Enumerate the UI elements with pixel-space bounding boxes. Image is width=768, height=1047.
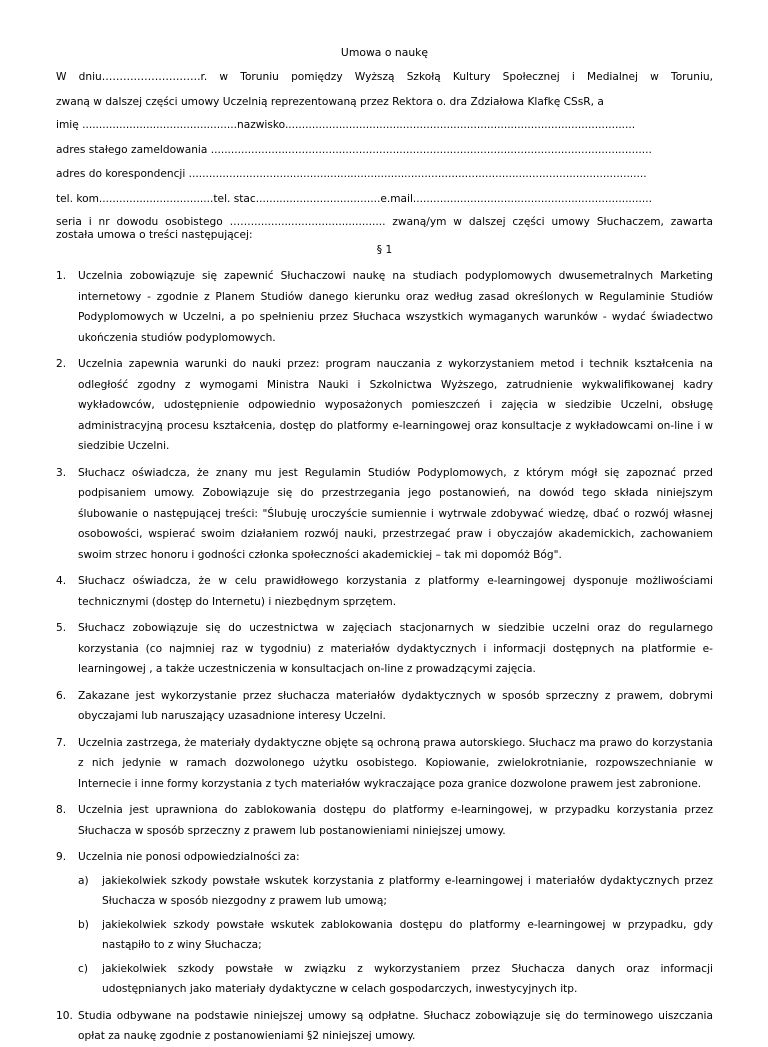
clause-item-5 [56, 618, 713, 680]
clause-item-9 [56, 847, 713, 1000]
clause-text: Słuchacz oświadcza, że w celu prawidłowego korzystania z platformy e-learningowej dysponuje możliwościami technicznymi (dostęp do Internetu) i niezbędnym sprzętem. [78, 575, 713, 608]
clause-text: Uczelnia nie ponosi odpowiedzialności za: [78, 851, 300, 863]
clause-text: Uczelnia jest uprawniona do zablokowania dostępu do platformy e-learningowej, w przypadku korzystania przez Słuchacza w sposób sprzeczny z prawem lub postanowieniami niniejszej umowy. [78, 804, 713, 837]
clause-number: 3. [56, 466, 67, 479]
clause-item-6 [56, 686, 713, 727]
document-title: Umowa o naukę [340, 46, 429, 59]
clause-number: 5. [56, 622, 67, 634]
subclause-b [56, 915, 713, 956]
clause-text: Zakazane jest wykorzystanie przez słuchacza materiałów dydaktycznych w sposób sprzeczny z prawem, dobrymi obyczajami lub naruszający uzasadnione interesy Uczelni. [78, 689, 713, 722]
subclause-letter: c) [78, 962, 88, 975]
subclause-c [56, 959, 713, 1000]
clause-text: Słuchacz oświadcza, że znany mu jest Regulamin Studiów Podyplomowych, z którym mógł się zapoznać przed podpisaniem umowy. Zobowiązuje się do przestrzegania jego postanowień, na dowód tego składa niniejszym ślubowanie o następującej treści: "Ślubuję uroczyście sumiennie i wytrwale zdobywać wiedzę, dbać o rozwój własnej osobowości, wspierać swoim działaniem rozwój nauki, przestrzegać praw i obyczajów akademickich, zachowaniem swoim strzec honoru i godności członka społeczności akademickiej – tak mi dopomóż Bóg". [78, 466, 713, 561]
clause-list [56, 266, 713, 1047]
header-line-id: seria i nr dowodu osobistego ……........................................ zwaną/ym w dalszej części umowy Słuchaczem, zawarta [56, 216, 713, 228]
header-line-intro: została umowa o treści następującej: [56, 229, 253, 241]
clause-number: 7. [56, 736, 67, 749]
clause-item-3 [56, 463, 713, 566]
clause-number: 4. [56, 575, 67, 587]
subclause-text: jakiekolwiek szkody powstałe wskutek zablokowania dostępu do platformy e-learningowej w przypadku, gdy nastąpiło to z winy Słuchacza; [102, 918, 713, 951]
subclause-letter: b) [78, 918, 89, 931]
header-line-correspondence: adres do korespondencji ........................................................................................................................................ [56, 168, 647, 180]
header-line-address: adres stałego zameldowania ................................................................................................................................... [56, 144, 652, 156]
clause-item-4 [56, 571, 713, 612]
clause-text: Studia odbywane na podstawie niniejszej umowy są odpłatne. Słuchacz zobowiązuje się do terminowego uiszczania opłat za naukę zgodnie z postanowieniami §2 niniejszej umowy. [78, 1009, 713, 1042]
section-heading: § 1 [376, 244, 393, 256]
clause-text: Uczelnia zastrzega, że materiały dydaktyczne objęte są ochroną prawa autorskiego. Słuchacz ma prawo do korzystania z nich jedynie w ramach dozwolonego użytku osobistego. Kopiowanie, zwielokrotnianie, rozpowszechnianie w Internecie i inne formy korzystania z tych materiałów wykraczające poza granice dozwolone prawem jest zabronione. [78, 736, 713, 790]
clause-number: 9. [56, 851, 67, 863]
header-line-contact: tel. kom..................................tel. stac.....................................e.mail....................................................................... [56, 193, 653, 205]
header-line-parties: zwaną w dalszej części umowy Uczelnią reprezentowaną przez Rektora o. dra Zdziałowa Klafkę CSsR, a [56, 96, 604, 108]
clause-item-7 [56, 733, 713, 795]
clause-item-8 [56, 800, 713, 841]
clause-number: 6. [56, 689, 67, 702]
clause-item-1 [56, 266, 713, 348]
header-line-date: W dniu……………………….r. w Toruniu pomiędzy Wyższą Szkołą Kultury Społecznej i Medialnej w Toruniu, [56, 71, 713, 83]
clause-number: 2. [56, 358, 67, 370]
clause-item-10 [56, 1006, 713, 1047]
subclause-a [56, 871, 713, 912]
clause-number: 8. [56, 804, 67, 816]
clause-number: 10. [56, 1009, 73, 1022]
subclause-text: jakiekolwiek szkody powstałe wskutek korzystania z platformy e-learningowej i materiałów dydaktycznych przez Słuchacza w sposób niezgodny z prawem lub umową; [102, 874, 713, 907]
clause-text: Uczelnia zapewnia warunki do nauki przez: program nauczania z wykorzystaniem metod i technik kształcenia na odległość zgodny z wymogami Ministra Nauki i Szkolnictwa Wyższego, zatrudnienie wykwalifikowanej kadry wykładowców, udostępnienie odpowiednio wyposażonych pomieszczeń i zajęcia w siedzibie Uczelni, obsługę administracyjną procesu kształcenia, dostęp do platformy e-learningowej oraz konsultacje z wykładowcami on-line i w siedzibie Uczelni. [78, 358, 713, 452]
subclause-text: jakiekolwiek szkody powstałe w związku z wykorzystaniem przez Słuchacza danych oraz informacji udostępnianych jako materiały dydaktyczne w celach gospodarczych, inwestycyjnych itp. [102, 962, 713, 995]
clause-text: Uczelnia zobowiązuje się zapewnić Słuchaczowi naukę na studiach podyplomowych dwusemetralnych Marketing internetowy - zgodnie z Planem Studiów danego kierunku oraz według zasad określonych w Regulaminie Studiów Podyplomowych w Uczelni, a po spełnieniu przez Słuchaca wszystkich wymaganych warunków - wydać świadectwo ukończenia studiów podyplomowych. [78, 270, 713, 344]
clause-item-2 [56, 354, 713, 457]
header-line-name: imię ..............................................nazwisko........................................................................................................ [56, 119, 636, 131]
clause-number: 1. [56, 270, 67, 282]
subclause-letter: a) [78, 874, 89, 887]
clause-text: Słuchacz zobowiązuje się do uczestnictwa w zajęciach stacjonarnych w siedzibie uczelni oraz do regularnego korzystania (co najmniej raz w tygodniu) z materiałów dydaktycznych i informacji dostępnych na platformie e-learningowej , a także uczestniczenia w konsultacjach on-line z prowadzącymi zajęcia. [78, 622, 713, 675]
